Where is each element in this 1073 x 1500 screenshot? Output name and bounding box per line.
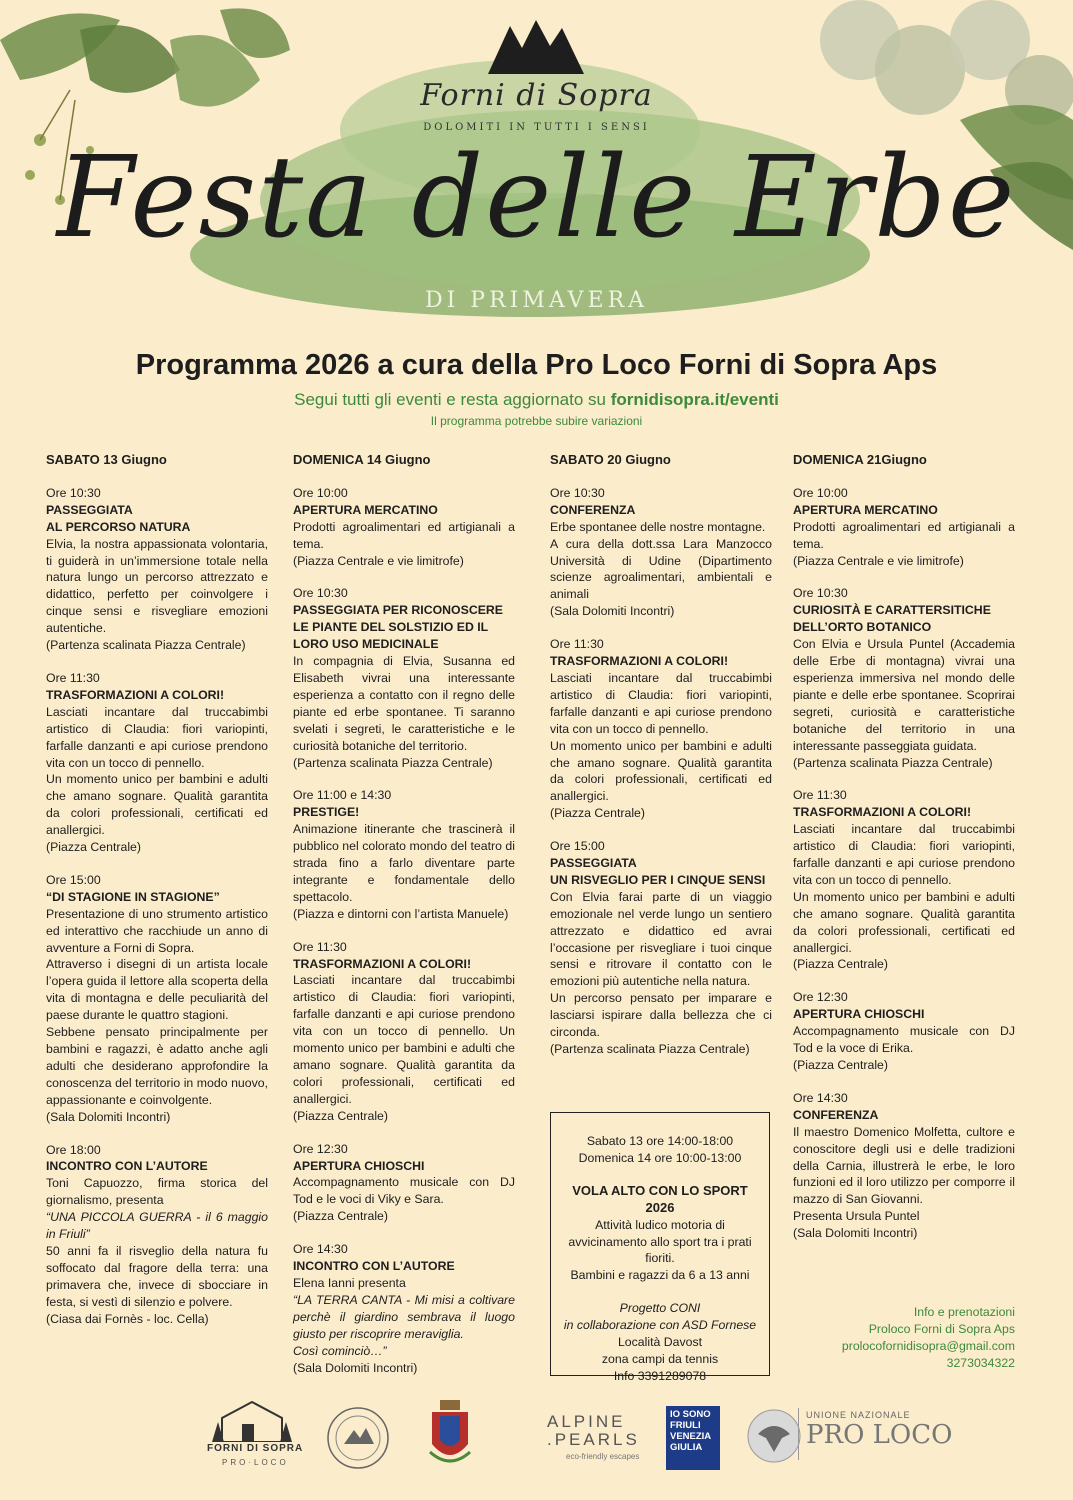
- event-item: [550, 838, 772, 1058]
- sport-date-1: Sabato 13 ore 14:00-18:00: [586, 1134, 734, 1148]
- day-heading: SABATO 13 Giugno: [46, 452, 167, 467]
- event-item: [293, 1241, 515, 1376]
- event-location: (Partenza scalinata Piazza Centrale): [46, 638, 246, 653]
- event-item: [293, 939, 515, 1125]
- event-description: In compagnia di Elvia, Susanna ed Elisabeth vivrai una interessante esperienza a contatto con il regno delle piante ed erbe spontanee. Ti saranno svelati i segreti, le caratteristiche e le curiosità botaniche del territorio.: [293, 654, 515, 753]
- day-column-3: [550, 452, 772, 1074]
- coat-of-arms-icon: [428, 1396, 472, 1470]
- event-time: Ore 12:30: [793, 990, 848, 1005]
- event-time: Ore 11:30: [46, 670, 100, 685]
- info-contacts: [842, 1304, 1015, 1372]
- event-book-title: “LA TERRA CANTA - Mi misi a coltivare perchè il giardino sembrava il luogo giusto per riscoprire meraviglia. Così cominciò…”: [293, 1292, 515, 1358]
- event-title: PRESTIGE!: [293, 805, 360, 820]
- event-title: CONFERENZA: [550, 502, 636, 517]
- unione-nazionale-label: UNIONE NAZIONALE: [806, 1410, 911, 1420]
- info-email[interactable]: prolocofornidisopra@gmail.com: [841, 1338, 1015, 1353]
- event-time: Ore 14:30: [293, 1242, 348, 1257]
- event-time: Ore 10:00: [293, 485, 348, 500]
- event-time: Ore 15:00: [46, 872, 101, 887]
- event-description: Accompagnamento musicale con DJ Tod e le voci di Viky e Sara.: [293, 1175, 515, 1207]
- event-title: CONFERENZA: [793, 1107, 879, 1122]
- festival-subtitle: DI PRIMAVERA: [424, 288, 649, 313]
- info-org: Proloco Forni di Sopra Aps: [868, 1321, 1015, 1336]
- day-heading: DOMENICA 21Giugno: [793, 452, 927, 467]
- sport-project: Progetto CONI in collaborazione con ASD Fornese: [563, 1301, 757, 1333]
- event-item: [793, 585, 1015, 771]
- event-item: [293, 485, 515, 570]
- event-location: (Sala Dolomiti Incontri): [550, 604, 675, 619]
- event-description: Elvia, la nostra appassionata volontaria, ti guiderà in un’immersione totale nella natura lungo un percorso attrezzato e didattico, perfetto per coinvolgere i cinque sensi e risvegliare emozioni autentiche.: [46, 536, 268, 636]
- sport-date-2: Domenica 14 ore 10:00-13:00: [578, 1150, 742, 1165]
- logo-divider: [798, 1408, 799, 1460]
- day-column-1: [46, 452, 268, 1344]
- event-item: [793, 989, 1015, 1074]
- mountain-logo-icon: [488, 18, 584, 74]
- day-column-2: [293, 452, 515, 1392]
- event-item: [793, 787, 1015, 973]
- fds-logo-text: FORNI DI SOPRA: [207, 1443, 304, 1454]
- event-time: Ore 10:30: [46, 485, 101, 500]
- event-time: Ore 15:00: [550, 839, 605, 854]
- event-title: PASSEGGIATA UN RISVEGLIO PER I CINQUE SENSI: [550, 856, 766, 887]
- event-item: [293, 585, 515, 771]
- event-description: Animazione itinerante che trascinerà il pubblico nel colorato mondo del teatro di strada fino a farlo diventare parte integrante e fondamentale dello spettacolo.: [293, 822, 515, 904]
- event-location: (Piazza Centrale e vie limitrofe): [293, 553, 464, 568]
- event-location: (Piazza Centrale): [793, 957, 888, 972]
- event-title: TRASFORMAZIONI A COLORI!: [793, 805, 972, 820]
- event-time: Ore 18:00: [46, 1142, 101, 1157]
- event-description-2: 50 anni fa il risveglio della natura fu soffocato dal fragore della terra: una primavera che, invece di sbocciare in festa, si vestì di silenzio e polvere.: [46, 1243, 268, 1309]
- event-description: Accompagnamento musicale con DJ Tod e la voce di Erika.: [793, 1024, 1015, 1056]
- event-title: INCONTRO CON L’AUTORE: [46, 1159, 208, 1174]
- forni-di-sopra-proloco-logo: [212, 1398, 292, 1442]
- event-description: Lasciati incantare dal truccabimbi artistico di Claudia: fiori variopinti, farfalle danzanti e api curiose prendono vita con un tocco di pennello. Un momento unico per bambini e adulti che amano sognare. Qualità garantita da colori professionali, certificati ed anallergici.: [293, 973, 515, 1106]
- event-description: Con Elvia farai parte di un viaggio emozionale nel verde lungo un sentiero attrezzato e didattico ed avrai l’occasione per risvegliare i tuoi cinque sensi e ritrovare il contatto con le emozioni più autentiche nella natura. Un percorso pensato per imparare e lasciarsi ispirare dalla bellezza che ci circonda.: [550, 889, 772, 1040]
- alpine-pearls-logo: ALPINE: [547, 1412, 626, 1431]
- event-description: Lasciati incantare dal truccabimbi artistico di Claudia: fiori variopinti, farfalle danzanti e api curiose prendono vita con un tocco di pennello. Un momento unico per bambini e adulti che amano sognare. Qualità garantita da colori professionali, certificati ed anallergici.: [46, 704, 268, 838]
- event-book-title: “UNA PICCOLA GUERRA - il 6 maggio in Friuli”: [46, 1210, 268, 1242]
- event-time: Ore 10:30: [793, 586, 848, 601]
- alpine-pearls-logo-2: .PEARLS: [547, 1430, 640, 1449]
- day-heading: SABATO 20 Giugno: [550, 452, 671, 467]
- event-location: (Ciasa dai Fornès - loc. Cella): [46, 1311, 209, 1326]
- event-item: [293, 787, 515, 922]
- event-description: Lasciati incantare dal truccabimbi artistico di Claudia: fiori variopinti, farfalle danzanti e api curiose prendono vita con un tocco di pennello. Un momento unico per bambini e adulti che amano sognare. Qualità garantita da colori professionali, certificati ed anallergici.: [793, 822, 1015, 955]
- event-location: (Sala Dolomiti Incontri): [793, 1226, 918, 1241]
- event-time: Ore 14:30: [793, 1090, 848, 1105]
- event-item: [46, 670, 268, 856]
- brand-tagline: DOLOMITI IN TUTTI I SENSI: [423, 122, 650, 133]
- event-title: PASSEGGIATA AL PERCORSO NATURA: [46, 502, 191, 534]
- festival-title: Festa delle Erbe: [56, 133, 1017, 263]
- event-title: TRASFORMAZIONI A COLORI!: [46, 687, 225, 702]
- event-description: Prodotti agroalimentari ed artigianali a tema.: [293, 519, 515, 551]
- event-item: [46, 1142, 268, 1328]
- event-item: [793, 485, 1015, 570]
- event-item: [293, 1141, 515, 1226]
- program-title: Programma 2026 a cura della Pro Loco Forni di Sopra Aps: [135, 349, 938, 381]
- event-title: TRASFORMAZIONI A COLORI!: [293, 956, 472, 971]
- event-description: Elena Ianni presenta: [293, 1275, 406, 1290]
- event-location: (Sala Dolomiti Incontri): [293, 1360, 418, 1375]
- sport-location: Località Davost zona campi da tennis Info 3391289078: [601, 1335, 719, 1383]
- program-note: Il programma potrebbe subire variazioni: [430, 414, 643, 428]
- event-description: Erbe spontanee delle nostre montagne. A cura della dott.ssa Lara Manzocco Università di Udine (Dipartimento scienze agroalimentari, ambientali e animali: [550, 519, 772, 602]
- event-description: Lasciati incantare dal truccabimbi artistico di Claudia: fiori variopinti, farfalle danzanti e api curiose prendono vita con un tocco di pennello. Un momento unico per bambini e adulti che amano sognare. Qualità garantita da colori professionali, certificati ed anallergici.: [550, 670, 772, 804]
- event-title: APERTURA CHIOSCHI: [293, 1158, 425, 1173]
- event-title: INCONTRO CON L’AUTORE: [293, 1259, 455, 1274]
- eagle-seal-logo: [746, 1408, 802, 1464]
- event-location: (Piazza Centrale): [46, 840, 141, 855]
- event-title: APERTURA CHIOSCHI: [793, 1007, 925, 1022]
- event-location: (Piazza Centrale): [793, 1058, 888, 1072]
- event-location: (Partenza scalinata Piazza Centrale): [793, 755, 993, 770]
- sport-description: Attività ludico motoria di avvicinamento allo sport tra i prati fioriti. Bambini e ragazzi da 6 a 13 anni: [568, 1217, 752, 1283]
- alpine-pearls-tagline: eco-friendly escapes: [566, 1452, 640, 1461]
- event-item: [793, 1090, 1015, 1242]
- event-location: (Piazza Centrale): [293, 1209, 388, 1224]
- fvg-logo: IO SONO FRIULI VENEZIA GIULIA: [666, 1406, 720, 1470]
- day-heading: DOMENICA 14 Giugno: [293, 452, 431, 467]
- follow-text: Segui tutti gli eventi e resta aggiornato su fornidisopra.it/eventi: [294, 390, 779, 409]
- event-location: (Piazza Centrale e vie limitrofe): [793, 553, 964, 568]
- events-link[interactable]: fornidisopra.it/eventi: [610, 390, 779, 409]
- event-title: APERTURA MERCATINO: [293, 502, 438, 517]
- event-time: Ore 11:30: [293, 939, 347, 954]
- event-location: (Partenza scalinata Piazza Centrale): [550, 1042, 750, 1056]
- event-title: PASSEGGIATA PER RICONOSCERE LE PIANTE DEL SOLSTIZIO ED IL LORO USO MEDICINALE: [293, 603, 503, 652]
- day-column-4: [793, 452, 1015, 1258]
- event-item: [46, 872, 268, 1126]
- event-time: Ore 11:30: [550, 637, 604, 652]
- event-item: [46, 485, 268, 654]
- event-title: APERTURA MERCATINO: [793, 502, 938, 517]
- event-description: Prodotti agroalimentari ed artigianali a tema.: [793, 519, 1015, 551]
- proloco-logo-text: PRO LOCO: [806, 1420, 953, 1450]
- event-time: Ore 11:30: [793, 788, 847, 803]
- info-phone[interactable]: 3273034322: [946, 1355, 1015, 1370]
- event-item: [550, 485, 772, 620]
- event-item: [550, 636, 772, 822]
- event-location: (Partenza scalinata Piazza Centrale): [293, 755, 493, 770]
- info-heading: Info e prenotazioni: [913, 1305, 1015, 1319]
- brand-name: Forni di Sopra: [420, 78, 653, 113]
- event-location: (Piazza Centrale): [550, 806, 645, 821]
- event-location: (Sala Dolomiti Incontri): [46, 1109, 171, 1124]
- round-seal-logo: [326, 1406, 390, 1470]
- event-time: Ore 10:30: [293, 586, 348, 601]
- event-description: Con Elvia e Ursula Puntel (Accademia delle Erbe di montagna) vivrai una esperienza immersiva nel mondo delle piante e delle erbe spontanee. Scoprirai segreti, curiosità e caratteristiche botaniche del territorio in una interessante passeggiata guidata.: [793, 637, 1015, 753]
- event-description: Il maestro Domenico Molfetta, cultore e conoscitore degli usi e delle tradizioni della Carnia, illustrerà le erbe, le loro funzioni ed il loro utilizzo per comporre il mazzo di San Giovanni. Presenta Ursula Puntel: [793, 1124, 1015, 1224]
- event-title: “DI STAGIONE IN STAGIONE”: [46, 889, 220, 904]
- event-time: Ore 12:30: [293, 1141, 348, 1156]
- sport-event-box: [550, 1112, 770, 1383]
- sport-title: VOLA ALTO CON LO SPORT 2026: [572, 1182, 748, 1215]
- event-description: Presentazione di uno strumento artistico ed interattivo che racchiude un anno di avventure a Forni di Sopra. Attraverso i disegni di un artista locale l’opera guida il lettore alla scoperta della vita di montagna e delle peculiarità del paese durante le quattro stagioni. Sebbene pensato principalmente per bambini e ragazzi, è adatto anche agli adulti che desiderano approfondire la conoscenza del territorio in modo nuovo, appassionante e coinvolgente.: [46, 906, 268, 1107]
- event-description: Toni Capuozzo, firma storica del giornalismo, presenta: [46, 1176, 268, 1208]
- event-location: (Piazza Centrale): [293, 1108, 388, 1123]
- event-time: Ore 10:30: [550, 485, 605, 500]
- event-location: (Piazza e dintorni con l’artista Manuele): [293, 906, 509, 921]
- fds-logo-sub: PRO·LOCO: [222, 1458, 289, 1467]
- event-time: Ore 10:00: [793, 485, 848, 500]
- event-title: CURIOSITÀ E CARATTERSITICHE DELL’ORTO BOTANICO: [793, 603, 991, 635]
- event-time: Ore 11:00 e 14:30: [293, 788, 392, 803]
- event-title: TRASFORMAZIONI A COLORI!: [550, 654, 729, 669]
